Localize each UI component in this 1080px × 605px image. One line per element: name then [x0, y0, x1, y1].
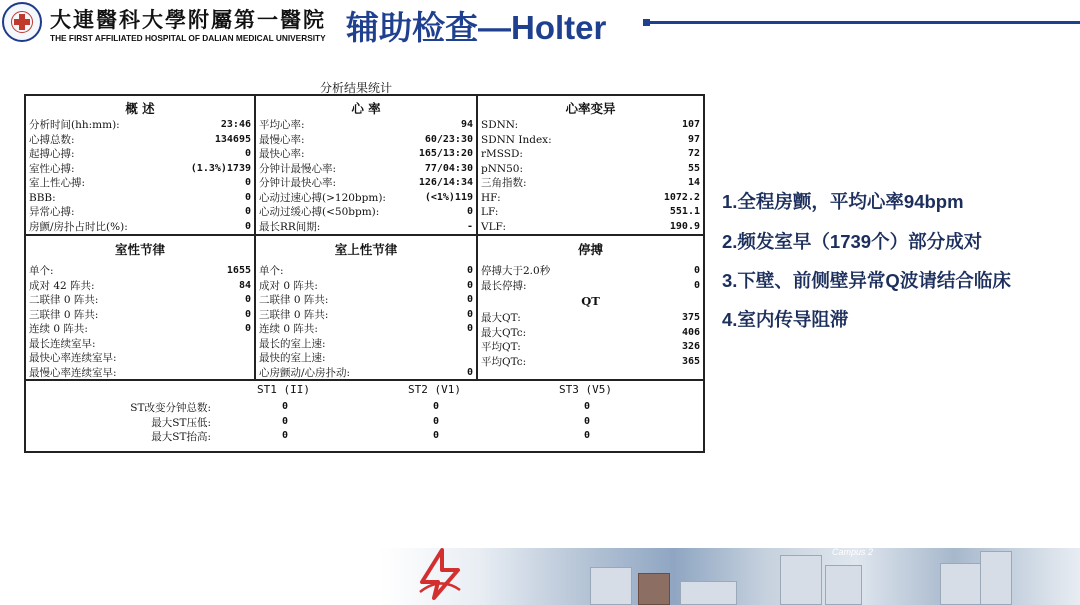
- hospital-name-en: THE FIRST AFFILIATED HOSPITAL OF DALIAN MEDICAL UNIVERSITY: [50, 33, 326, 43]
- ventricular-row: [29, 366, 251, 380]
- st-value: 0: [433, 401, 440, 412]
- ventricular-row: [29, 308, 251, 322]
- campus-label: Campus 2: [832, 547, 874, 557]
- ventricular-row: [29, 351, 251, 365]
- row-label: 室性心搏:: [29, 162, 75, 175]
- row-label: 最慢心率连续室早:: [29, 366, 117, 379]
- pause-row: [481, 264, 700, 278]
- building-illustration: [825, 565, 862, 605]
- overview-row: [29, 133, 251, 147]
- row-label: 起搏心搏:: [29, 148, 75, 160]
- row-value: 77/04:30: [424, 162, 473, 174]
- supraventricular-row: [259, 337, 473, 351]
- row-value: 14: [687, 177, 700, 188]
- finding-item: 1.全程房颤，平均心率94bpm: [722, 191, 964, 212]
- ventricular-row: [29, 337, 251, 351]
- st-value: 0: [433, 430, 440, 441]
- overview-row: [29, 205, 251, 219]
- row-value: 0: [466, 294, 473, 305]
- page-title: 辅助检查—Holter: [346, 9, 607, 46]
- hrv-row: [481, 147, 700, 161]
- row-label: 房颤/房扑占时比(%):: [29, 220, 128, 233]
- row-label: SDNN:: [481, 119, 519, 131]
- ventricular-row: [29, 279, 251, 293]
- row-value: 134695: [214, 133, 251, 145]
- row-label: 最大QTc:: [481, 326, 527, 339]
- st-value: 0: [584, 415, 591, 427]
- hrv-row: [481, 220, 700, 234]
- overview-row: [29, 191, 251, 205]
- st-column-header: ST3 (V5): [559, 383, 612, 396]
- row-value: 0: [466, 323, 473, 334]
- row-value: 97: [687, 133, 700, 145]
- row-label: 分钟计最慢心率:: [259, 162, 337, 175]
- heart-rate-row: [259, 205, 473, 219]
- row-label: 平均QTc:: [481, 355, 527, 368]
- row-label: 三联律 0 阵共:: [29, 308, 99, 321]
- row-label: HF:: [481, 191, 501, 204]
- heart-rate-row: [259, 162, 473, 176]
- row-value: 365: [681, 355, 700, 367]
- qt-row: [481, 326, 700, 340]
- row-label: 单个:: [29, 265, 54, 277]
- row-label: 最慢心率:: [259, 133, 305, 146]
- heart-rate-row: [259, 220, 473, 234]
- section-heading-overview: 概 述: [125, 101, 155, 116]
- row-value: 551.1: [669, 206, 700, 217]
- row-label: 分析时间(hh:mm):: [29, 119, 120, 131]
- hrv-row: [481, 133, 700, 147]
- row-value: 0: [466, 308, 473, 320]
- row-value: 0: [244, 206, 251, 217]
- row-label: 心搏总数:: [29, 133, 75, 146]
- hrv-row: [481, 205, 700, 219]
- holter-report-table: [24, 94, 705, 453]
- st-value: 0: [584, 401, 591, 412]
- heart-rate-row: [259, 191, 473, 205]
- row-value: 0: [244, 323, 251, 334]
- row-value: 0: [466, 206, 473, 217]
- building-illustration: [980, 551, 1012, 605]
- row-value: 107: [681, 119, 700, 130]
- qt-row: [481, 355, 700, 369]
- row-label: 连续 0 阵共:: [29, 323, 88, 335]
- row-value: (<1%)119: [424, 191, 473, 203]
- title-rule: [650, 21, 1080, 24]
- hospital-emblem-icon: [412, 546, 468, 602]
- row-label: SDNN Index:: [481, 133, 552, 146]
- hrv-row: [481, 118, 700, 132]
- row-value: 0: [466, 366, 473, 378]
- supraventricular-row: [259, 366, 473, 380]
- row-label: 心动过缓心搏(<50bpm):: [259, 206, 380, 218]
- building-illustration: [590, 567, 632, 605]
- row-label: 心动过速心搏(>120bpm):: [259, 191, 386, 204]
- overview-row: [29, 176, 251, 190]
- st-value: 0: [584, 430, 591, 441]
- row-value: 0: [244, 177, 251, 188]
- row-label: VLF:: [481, 220, 507, 233]
- row-value: 0: [466, 279, 473, 291]
- heart-rate-row: [259, 147, 473, 161]
- row-value: 375: [681, 312, 700, 323]
- heart-rate-row: [259, 133, 473, 147]
- row-label: 最长停搏:: [481, 279, 527, 292]
- row-label: 最长的室上速:: [259, 337, 326, 350]
- row-label: 分钟计最快心率:: [259, 177, 337, 189]
- section-heading-qt: QT: [581, 294, 600, 308]
- row-value: 72: [687, 148, 700, 159]
- supraventricular-row: [259, 351, 473, 365]
- row-label: pNN50:: [481, 162, 523, 175]
- qt-row: [481, 311, 700, 325]
- row-value: (1.3%)1739: [190, 162, 251, 174]
- section-heading-ventricular: 室性节律: [114, 242, 165, 257]
- row-label: 最长RR间期:: [259, 220, 321, 233]
- row-value: 0: [693, 279, 700, 291]
- row-label: 心房颤动/心房扑动:: [259, 366, 351, 379]
- ventricular-row: [29, 322, 251, 336]
- row-value: 55: [687, 162, 700, 174]
- row-label: 二联律 0 阵共:: [29, 294, 99, 306]
- row-label: 成对 42 阵共:: [29, 279, 95, 292]
- row-value: 94: [460, 119, 473, 130]
- overview-row: [29, 147, 251, 161]
- row-value: 406: [681, 326, 700, 338]
- st-column-header: ST2 (V1): [408, 383, 461, 396]
- finding-item: 3.下壁、前侧壁异常Q波请结合临床: [722, 270, 1011, 291]
- heart-rate-row: [259, 118, 473, 132]
- building-illustration: [638, 573, 670, 605]
- row-value: 0: [244, 220, 251, 232]
- row-label: 停搏大于2.0秒: [481, 265, 551, 277]
- row-value: 60/23:30: [424, 133, 473, 145]
- finding-item: 2.频发室早（1739个）部分成对: [722, 231, 983, 252]
- row-label: 平均QT:: [481, 341, 521, 353]
- section-heading-hrv: 心率变异: [565, 101, 616, 116]
- row-value: 0: [244, 294, 251, 305]
- st-value: 0: [282, 401, 289, 412]
- st-column-header: ST1 (II): [257, 383, 310, 396]
- row-value: 23:46: [220, 119, 251, 130]
- row-value: -: [466, 220, 473, 232]
- row-label: 连续 0 阵共:: [259, 323, 318, 335]
- overview-row: [29, 220, 251, 234]
- st-value: 0: [433, 415, 440, 427]
- row-label: rMSSD:: [481, 148, 523, 160]
- row-label: 最长连续室早:: [29, 337, 96, 350]
- supraventricular-row: [259, 308, 473, 322]
- row-value: 165/13:20: [418, 148, 473, 159]
- building-illustration: [680, 581, 737, 605]
- row-value: 0: [466, 265, 473, 276]
- row-label: 三联律 0 阵共:: [259, 308, 329, 321]
- grid-hline: [26, 234, 703, 236]
- finding-item: 4.室内传导阻滞: [722, 309, 849, 330]
- section-heading-heart-rate: 心 率: [351, 101, 381, 116]
- supraventricular-row: [259, 293, 473, 307]
- row-value: 190.9: [669, 220, 700, 232]
- section-heading-pause: 停搏: [577, 242, 603, 257]
- row-label: LF:: [481, 206, 499, 218]
- section-heading-supraventricular: 室上性节律: [334, 242, 398, 257]
- row-label: 二联律 0 阵共:: [259, 294, 329, 306]
- row-value: 84: [238, 279, 251, 291]
- hrv-row: [481, 191, 700, 205]
- st-value: 0: [282, 415, 289, 427]
- row-label: 最大QT:: [481, 312, 521, 324]
- hospital-name-cn: 大連醫科大學附屬第一醫院: [50, 7, 326, 32]
- row-label: 成对 0 阵共:: [259, 279, 318, 292]
- hrv-row: [481, 176, 700, 190]
- heart-rate-row: [259, 176, 473, 190]
- building-illustration: [780, 555, 822, 605]
- row-label: 室上性心搏:: [29, 177, 86, 189]
- row-label: 最快心率:: [259, 148, 305, 160]
- ventricular-row: [29, 264, 251, 278]
- row-label: 最快的室上速:: [259, 352, 326, 364]
- row-value: 1655: [226, 265, 251, 276]
- row-value: 126/14:34: [418, 177, 473, 188]
- emblem-stroke: [422, 550, 458, 598]
- title-rule-dot: [643, 19, 650, 26]
- supraventricular-row: [259, 279, 473, 293]
- row-value: 1072.2: [663, 191, 700, 203]
- campus-photo-banner: [380, 548, 1080, 605]
- st-row-label: 最大ST抬高:: [151, 431, 211, 443]
- st-row-label: 最大ST压低:: [151, 416, 211, 429]
- st-value: 0: [282, 430, 289, 441]
- st-row-label: ST改变分钟总数:: [130, 402, 211, 414]
- hrv-row: [481, 162, 700, 176]
- row-label: 最快心率连续室早:: [29, 352, 117, 364]
- pause-row: [481, 279, 700, 293]
- supraventricular-row: [259, 322, 473, 336]
- overview-row: [29, 118, 251, 132]
- overview-row: [29, 162, 251, 176]
- row-label: 单个:: [259, 265, 284, 277]
- row-label: 三角指数:: [481, 177, 527, 189]
- row-label: BBB:: [29, 191, 56, 204]
- report-caption: 分析结果统计: [320, 81, 393, 95]
- row-value: 0: [244, 148, 251, 159]
- row-label: 平均心率:: [259, 119, 305, 131]
- row-value: 0: [693, 265, 700, 276]
- row-value: 0: [244, 308, 251, 320]
- row-label: 异常心搏:: [29, 206, 75, 218]
- qt-row: [481, 340, 700, 354]
- row-value: 326: [681, 341, 700, 352]
- hospital-logo: [2, 2, 42, 42]
- medical-cross-icon-bar: [14, 19, 30, 25]
- supraventricular-row: [259, 264, 473, 278]
- row-value: 0: [244, 191, 251, 203]
- ventricular-row: [29, 293, 251, 307]
